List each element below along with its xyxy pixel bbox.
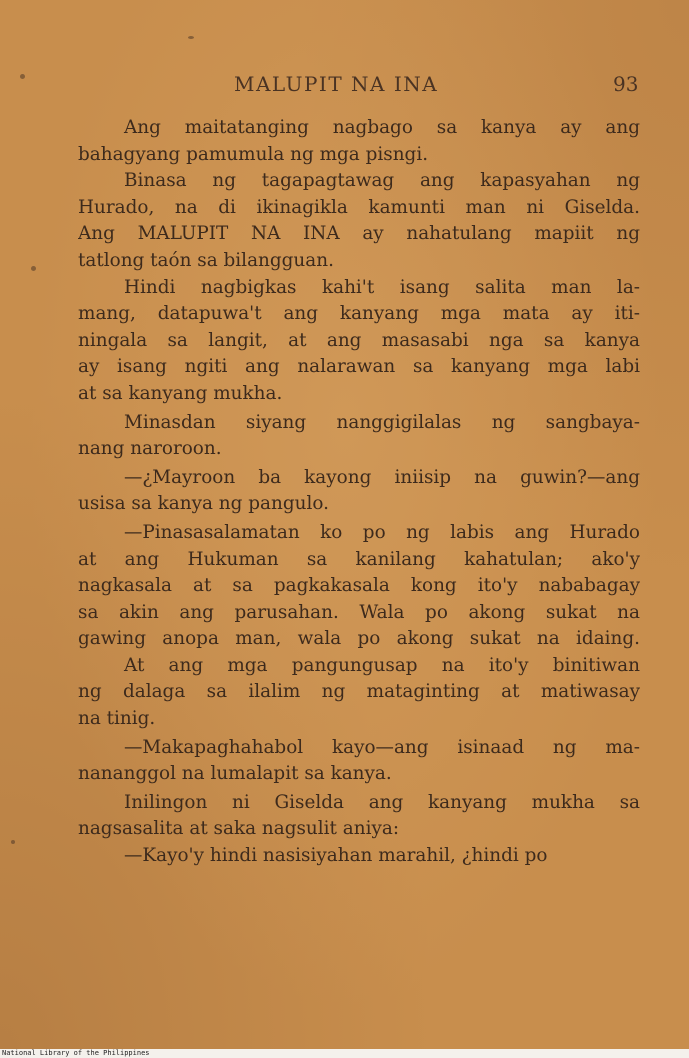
text-line: Ang maitatanging nagbago sa kanya ay ang [124,117,640,138]
text-line: —Kayo'y hindi nasisiyahan marahil, ¿hindi po [124,845,548,867]
body-text [78,115,640,870]
text-line: nagsasalita at saka nagsulit aniya: [78,818,400,840]
text-line: gawing anopa man, wala po akong sukat na idaing. [78,628,640,650]
text-line: nang naroroon. [78,438,222,460]
text-line: Hurado, na di ikinagikla kamunti man ni Giselda. [78,196,640,218]
header-title: MALUPIT NA INA [234,72,439,96]
text-line: Minasdan siyang nanggigilalas ng sangbaya- [124,411,640,433]
paper-speck [31,266,36,271]
text-line: sa akin ang parusahan. Wala po akong sukat na [78,601,640,623]
text-line: ng dalaga sa ilalim ng mataginting at matiwasay [78,681,640,703]
paper-speck [11,840,15,844]
running-header [0,72,689,100]
text-line: Binasa ng tagapagtawag ang kapasyahan ng [124,170,640,192]
text-line: na tinig. [78,708,156,730]
footer-credit: National Library of the Philippines [0,1049,689,1058]
text-line: Ang MALUPIT NA INA ay nahatulang mapiit ng [78,223,640,245]
text-line: Inilingon ni Giselda ang kanyang mukha sa [124,791,640,813]
page-number: 93 [613,72,639,96]
text-line: —Pinasasalamatan ko po ng labis ang Hurado [124,521,640,543]
text-line: ningala sa langit, at ang masasabi nga sa kanya [78,329,640,351]
text-line: nagkasala at sa pagkakasala kong ito'y nababagay [78,575,640,597]
text-line: usisa sa kanya ng pangulo. [78,493,329,515]
text-line: bahagyang pamumula ng mga pisngi. [78,143,429,165]
text-line: at sa kanyang mukha. [78,382,283,404]
text-line: Hindi nagbigkas kahi't isang salita man la- [124,276,640,298]
text-line: ay isang ngiti ang nalarawan sa kanyang mga labi [78,356,640,378]
text-line: At ang mga pangungusap na ito'y binitiwan [124,654,640,676]
text-line: —Makapaghahabol kayo—ang isinaad ng ma- [124,736,640,758]
text-line: nananggol na lumalapit sa kanya. [78,763,392,785]
text-line: at ang Hukuman sa kanilang kahatulan; ako'y [78,548,640,570]
text-line: tatlong taón sa bilangguan. [78,249,334,271]
text-line: mang, datapuwa't ang kanyang mga mata ay iti- [78,303,640,325]
text-line: —¿Mayroon ba kayong iniisip na guwin?—ang [124,466,640,488]
paper-speck [188,36,194,39]
